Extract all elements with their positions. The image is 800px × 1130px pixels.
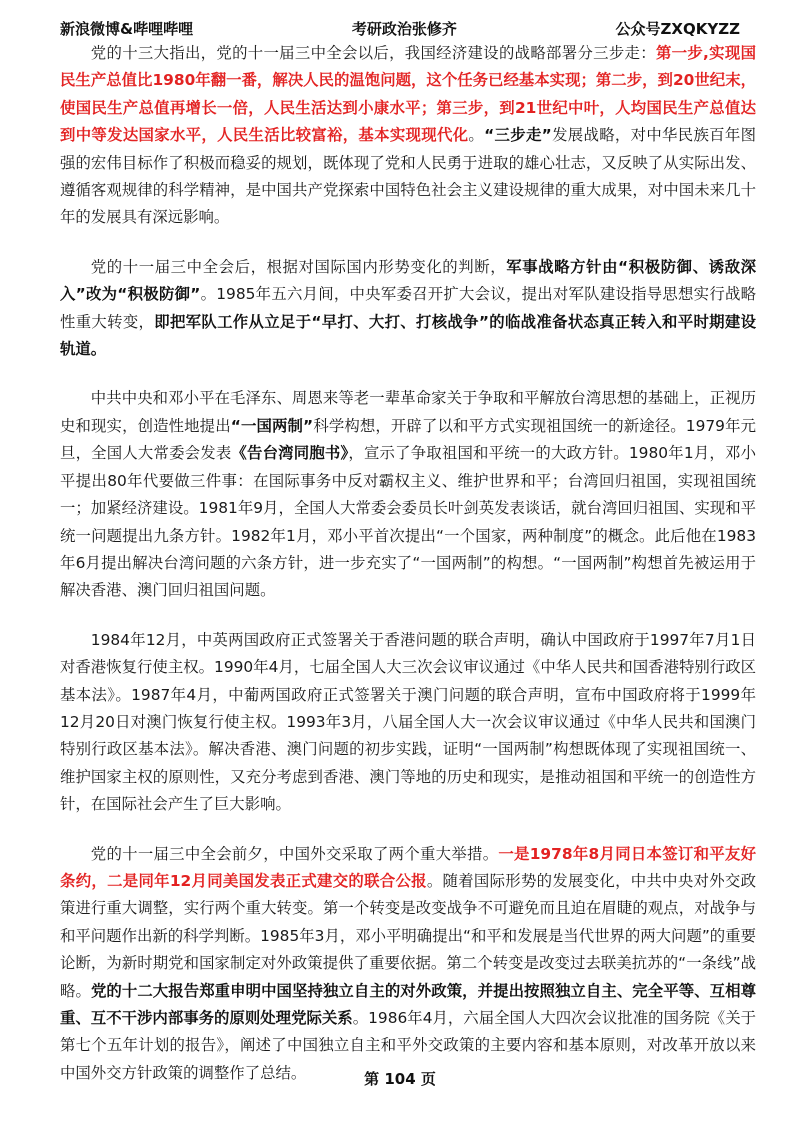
page-number: 第 104 页 [364, 1070, 436, 1088]
text-run: 发展战略，对中华民族百年图强的宏伟目标作了积极而稳妥的规划，既体现了党和人民勇于进取的雄心壮志，又反映了从实际出发、遵循客观规律的科学精神，是中国共产党探索中国特色社会主义建设规律的重大成果，对中国未来几十年的发展具有深远影响。 [60, 126, 756, 227]
bold-run: “三步走” [484, 126, 552, 145]
paragraph-three-step-strategy [60, 40, 756, 232]
text-run: 。1986年4月，六届全国人大四次会议批准的国务院《关于第七个五年计划的报告》，阐述了中国独立自主和平外交政策的主要内容和基本原则，对改革开放以来中国外交方针政策的调整作了总结。 [60, 1009, 756, 1082]
bold-run: 党的十二大报告郑重申明中国坚持独立自主的对外政策，并提出按照独立自主、完全平等、互相尊重、互不干涉内部事务的原则处理党际关系 [60, 981, 756, 1027]
text-run: ，宣示了争取祖国和平统一的大政方针。1980年1月，邓小平提出80年代要做三件事：在国际事务中反对霸权主义、维护世界和平；台湾回归祖国，实现祖国统一；加紧经济建设。1981年9月，全国人大常委会委员长叶剑英发表谈话，就台湾回归祖国、实现和平统一问题提出九条方针。1982年1月，邓小平首次提出“一个国家，两种制度”的概念。此后他在1983年6月提出解决台湾问题的六条方针，进一步充实了“一国两制”的构想。“一国两制”构想首先被运用于解决香港、澳门回归祖国问题。 [60, 444, 756, 600]
document-body [60, 40, 756, 1109]
bold-run: 即把军队工作从立足于“早打、大打、打核战争”的临战准备状态真正转入和平时期建设轨道。 [60, 312, 756, 359]
bold-run: 军事战略方针由“积极防御、诱敌深入”改为“积极防御” [60, 257, 756, 304]
page-header [60, 16, 740, 40]
text-run: 。 [468, 126, 485, 145]
text-run: 党的十一届三中全会前夕，中国外交采取了两个重大举措。 [90, 844, 499, 863]
paragraph-foreign-policy [60, 841, 756, 1088]
paragraph-hong-kong-macao [60, 627, 756, 819]
text-run: 。1985年五六月间，中央军委召开扩大会议，提出对军队建设指导思想实行战略性重大转变， [60, 285, 756, 331]
highlight-red-run: 一是1978年8月同日本签订和平友好条约，二是同年12月同美国发表正式建交的联合公报 [60, 844, 756, 890]
text-run: 党的十一届三中全会后，根据对国际国内形势变化的判断， [90, 257, 507, 276]
bold-run: “一国两制” [230, 416, 314, 435]
paragraph-military-strategy [60, 254, 756, 364]
highlight-red-run: 第一步,实现国民生产总值比1980年翻一番，解决人民的温饱问题，这个任务已经基本实现；第二步，到20世纪末，使国民生产总值再增长一倍，人民生活达到小康水平；第三步，到21世纪中叶，人均国民生产总值达到中等发达国家水平，人民生活比较富裕，基本实现现代化 [60, 44, 756, 145]
text-run: 党的十三大指出，党的十一届三中全会以后，我国经济建设的战略部署分三步走： [90, 44, 656, 62]
text-run: 科学构想，开辟了以和平方式实现祖国统一的新途径。1979年元旦，全国人大常委会发表 [60, 416, 757, 463]
bold-run: 《告台湾同胞书》 [231, 444, 349, 463]
header-weibo-bilibili: 新浪微博&哔哩哔哩 [60, 19, 194, 38]
text-run: 中共中央和邓小平在毛泽东、周恩来等老一辈革命家关于争取和平解放台湾思想的基础上，正视历史和现实，创造性地提出 [60, 389, 756, 435]
paragraph-one-country-two-systems [60, 385, 756, 604]
header-wechat-account: 公众号ZXQKYZZ [615, 19, 740, 38]
text-run: 1984年12月，中英两国政府正式签署关于香港问题的联合声明，确认中国政府于1997年7月1日对香港恢复行使主权。1990年4月，七届全国人大三次会议审议通过《中华人民共和国香港特别行政区基本法》。1987年4月，中葡两国政府正式签署关于澳门问题的联合声明，宣布中国政府将于1999年12月20日对澳门恢复行使主权。1993年3月，八届全国人大一次会议审议通过《中华人民共和国澳门特别行政区基本法》。解决香港、澳门问题的初步实践，证明“一国两制”构想既体现了实现祖国统一、维护国家主权的原则性，又充分考虑到香港、澳门等地的历史和现实，是推动祖国和平统一的创造性方针，在国际社会产生了巨大影响。 [60, 630, 756, 814]
text-run: 。随着国际形势的发展变化，中共中央对外交政策进行重大调整，实行两个重大转变。第一个转变是改变战争不可避免而且迫在眉睫的观点，对战争与和平问题作出新的科学判断。1985年3月，邓小平明确提出“和平和发展是当代世界的两大问题”的重要论断，为新时期党和国家制定对外政策提供了重要依据。第二个转变是改变过去联美抗苏的“一条线”战略。 [60, 871, 756, 1000]
header-author: 考研政治张修齐 [351, 19, 457, 38]
